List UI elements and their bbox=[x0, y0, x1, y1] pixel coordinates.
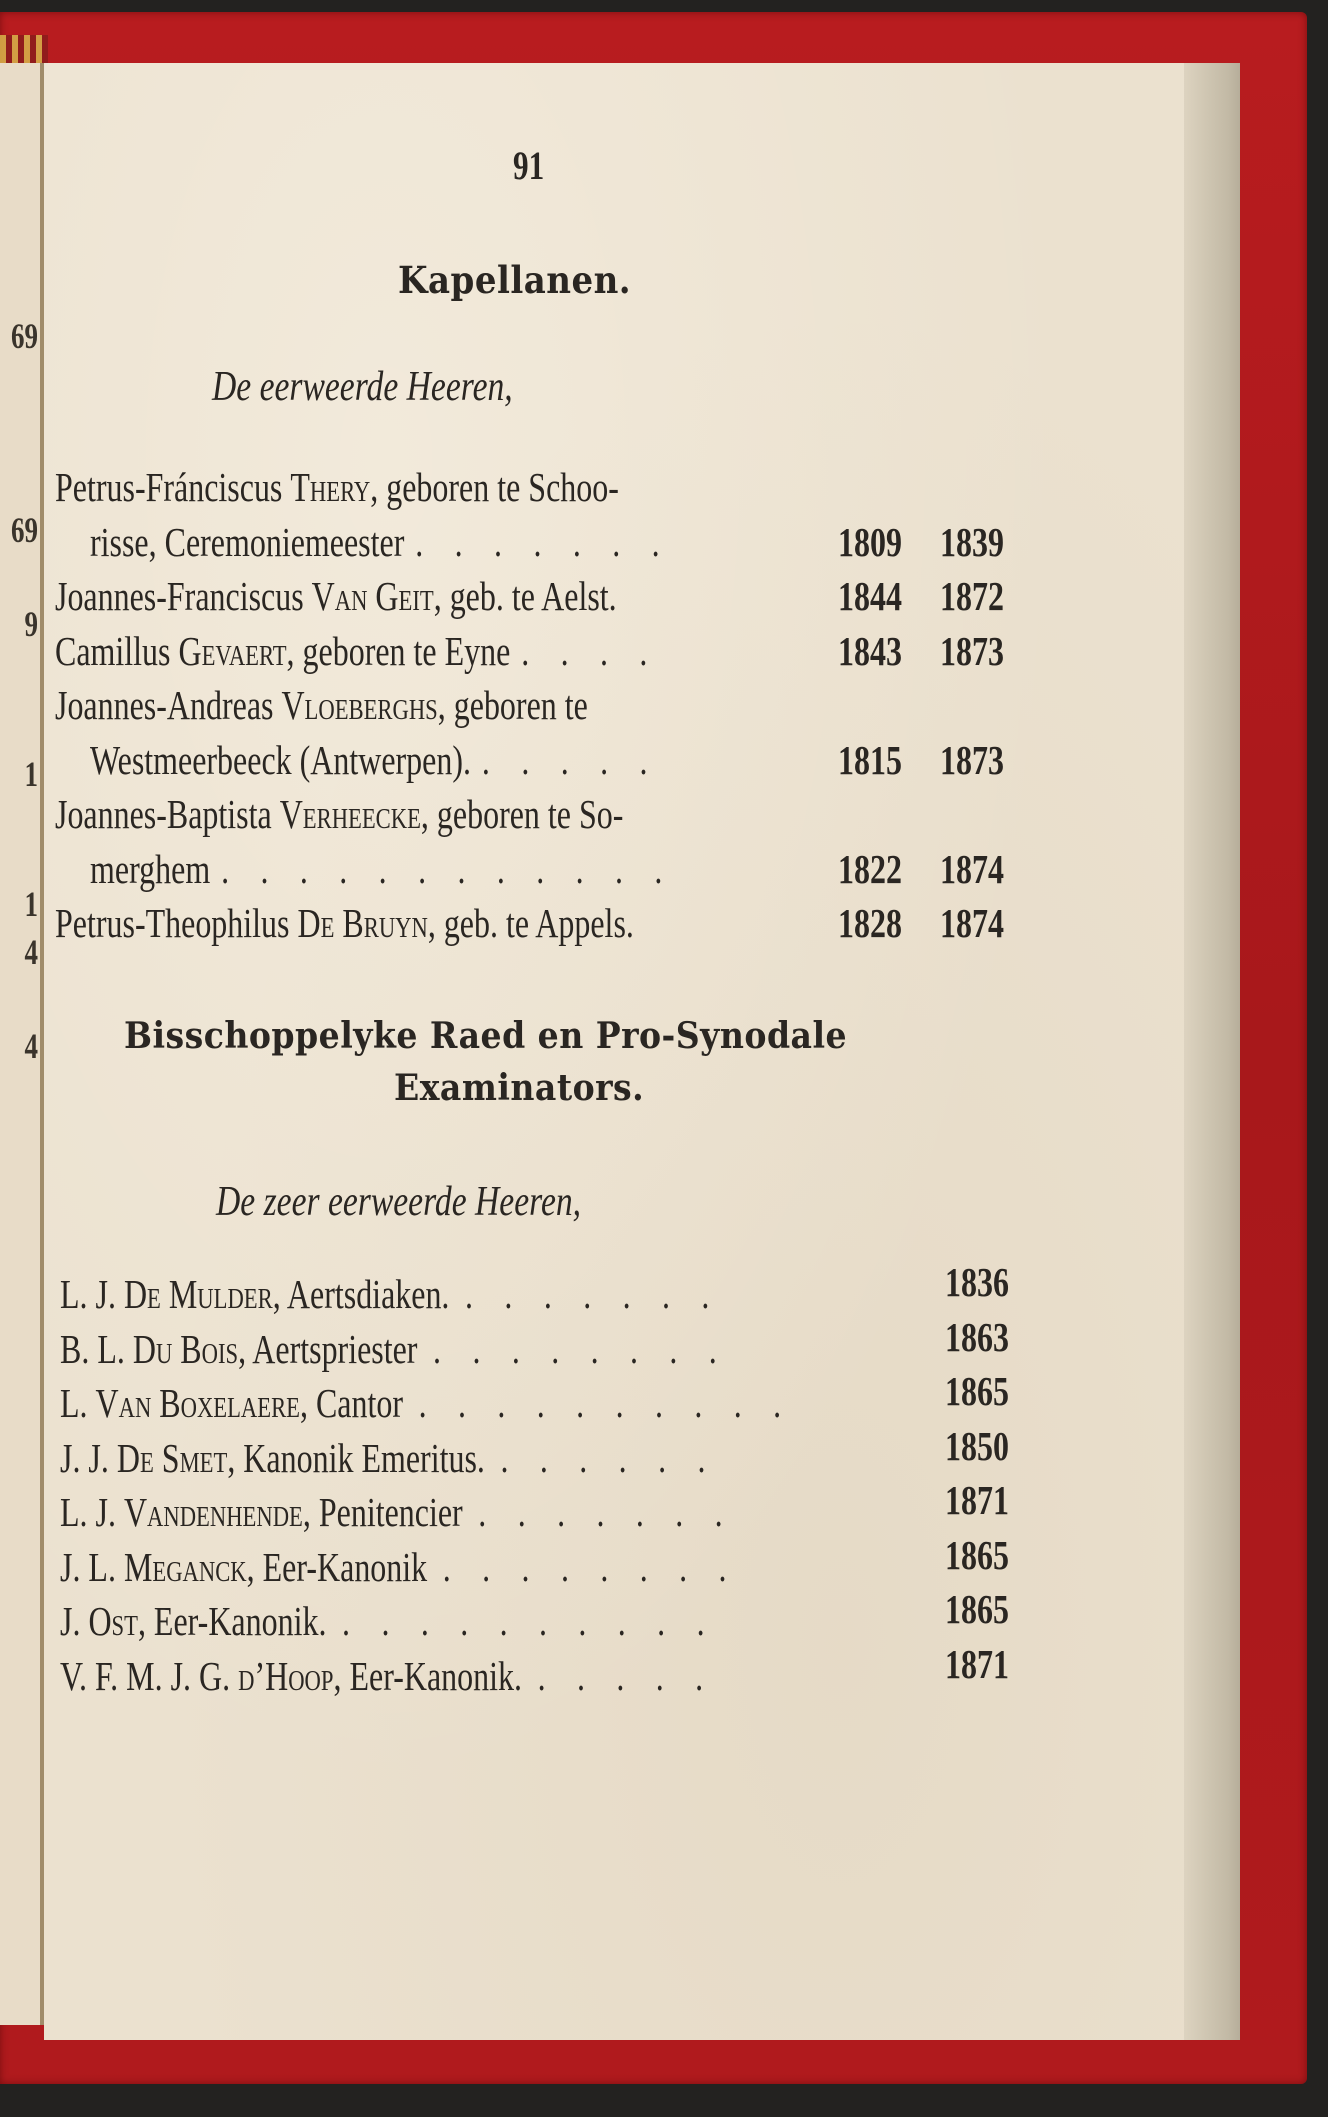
leader-dots: . . . . . . . bbox=[415, 518, 672, 565]
initials: L. J. bbox=[60, 1489, 124, 1535]
given-name: Joannes-Andreas bbox=[55, 682, 282, 728]
previous-page-edge bbox=[0, 63, 44, 2025]
leader-dots: . . . . . . . . . . bbox=[418, 1380, 793, 1426]
birth-year bbox=[838, 572, 920, 620]
list-item bbox=[55, 790, 784, 838]
surname: Gevaert bbox=[178, 627, 287, 674]
list-item bbox=[55, 899, 797, 947]
entry-text bbox=[55, 627, 659, 675]
birth-year bbox=[838, 845, 920, 893]
entry-description: , geb. te Appels. bbox=[427, 900, 634, 946]
leader-dots: . . . . . . . . . . . . bbox=[221, 845, 675, 892]
previous-page-fragment: 1 bbox=[24, 884, 38, 924]
previous-page-fragment: 69 bbox=[11, 510, 38, 550]
surname: De Smet bbox=[116, 1434, 228, 1481]
appointment-year bbox=[940, 845, 1022, 893]
year-text: 1828 bbox=[838, 900, 902, 946]
appointment-year bbox=[945, 1585, 1027, 1633]
initials: B. L. bbox=[60, 1325, 133, 1372]
entry-text bbox=[60, 1543, 738, 1591]
appointment-year bbox=[940, 736, 1022, 784]
page-fore-edge bbox=[1184, 63, 1240, 2040]
appointment-year bbox=[945, 1313, 1027, 1361]
year-text: 1843 bbox=[838, 627, 902, 674]
entry-description: risse, Ceremoniemeester bbox=[90, 518, 405, 565]
entry-text bbox=[60, 1434, 717, 1482]
surname: Du Bois bbox=[132, 1325, 239, 1372]
initials: J. bbox=[60, 1598, 89, 1644]
initials: V. F. M. J. G. bbox=[60, 1652, 239, 1699]
initials: J. J. bbox=[60, 1434, 117, 1481]
list-item bbox=[60, 1488, 925, 1536]
entry-description: , geboren te So- bbox=[420, 791, 624, 837]
appointment-year bbox=[945, 1258, 1027, 1306]
list-item-continuation bbox=[90, 736, 820, 784]
entry-text bbox=[55, 681, 588, 729]
appointment-year bbox=[940, 899, 1022, 947]
given-name: Petrus-Theophilus bbox=[55, 900, 298, 946]
appointment-year bbox=[945, 1476, 1027, 1524]
year-text: 1865 bbox=[945, 1531, 1009, 1578]
role: , Kanonik Emeritus. bbox=[227, 1434, 485, 1481]
role: , Aertspriester bbox=[238, 1325, 418, 1372]
section-intro bbox=[216, 1178, 672, 1226]
leader-dots: . . . . . . . bbox=[465, 1271, 722, 1317]
list-item bbox=[60, 1270, 908, 1318]
section-title-text: Examinators. bbox=[394, 1067, 645, 1109]
year-text: 1809 bbox=[838, 518, 902, 565]
given-name: Joannes-Franciscus bbox=[55, 573, 312, 619]
year-text: 1865 bbox=[945, 1368, 1009, 1414]
appointment-year bbox=[945, 1531, 1027, 1579]
intro-text: De zeer eerweerde Heeren, bbox=[216, 1179, 582, 1225]
year-text: 1871 bbox=[945, 1640, 1009, 1687]
entry-text bbox=[90, 845, 674, 893]
previous-page-fragment: 4 bbox=[24, 932, 38, 972]
entry-text bbox=[90, 518, 671, 566]
page-number-text: 91 bbox=[513, 143, 545, 188]
birth-year bbox=[838, 627, 920, 675]
previous-page-fragment: 1 bbox=[24, 754, 38, 794]
year-text: 1874 bbox=[940, 900, 1004, 946]
year-text: 1815 bbox=[838, 736, 902, 783]
appointment-year bbox=[940, 627, 1022, 675]
section-title-text: Kapellanen. bbox=[398, 258, 632, 302]
appointment-year bbox=[945, 1640, 1027, 1688]
entry-text bbox=[60, 1652, 715, 1700]
list-item bbox=[55, 463, 778, 511]
page-number bbox=[513, 142, 553, 189]
leader-dots: . . . . . . . . . . bbox=[342, 1598, 717, 1644]
role: , Aertsdiaken. bbox=[272, 1271, 450, 1317]
list-item-continuation bbox=[90, 845, 839, 893]
year-text: 1839 bbox=[940, 518, 1004, 565]
year-text: 1871 bbox=[945, 1477, 1009, 1523]
entry-text bbox=[60, 1488, 734, 1536]
year-text: 1873 bbox=[940, 627, 1004, 674]
leader-dots: . . . . . . . . bbox=[433, 1325, 729, 1372]
list-item bbox=[60, 1434, 903, 1482]
surname: Meganck bbox=[123, 1543, 247, 1590]
given-name: Joannes-Baptista bbox=[55, 791, 280, 837]
section-title-text: Bisschoppelyke Raed en Pro-Synodale bbox=[124, 1015, 848, 1057]
surname: De Mulder bbox=[123, 1271, 273, 1317]
leader-dots: . . . . . . bbox=[500, 1434, 718, 1481]
entry-text bbox=[60, 1325, 728, 1373]
birth-year bbox=[838, 736, 920, 784]
entry-text bbox=[60, 1379, 793, 1427]
surname: d’Hoop bbox=[238, 1652, 334, 1699]
entry-text bbox=[55, 463, 619, 511]
year-text: 1844 bbox=[838, 573, 902, 619]
year-text: 1822 bbox=[838, 845, 902, 892]
list-item-continuation bbox=[90, 518, 835, 566]
role: , Cantor bbox=[299, 1380, 404, 1426]
given-name: Petrus-Fránciscus bbox=[55, 464, 291, 510]
entry-text bbox=[55, 899, 634, 947]
surname: Ost bbox=[88, 1598, 138, 1644]
role: , Eer-Kanonik. bbox=[333, 1652, 522, 1699]
role: , Penitencier bbox=[302, 1489, 463, 1535]
section-title-kapellanen bbox=[398, 258, 651, 302]
surname: Van Geit bbox=[311, 573, 434, 619]
list-item bbox=[55, 572, 775, 620]
given-name: Camillus bbox=[55, 627, 179, 674]
list-item bbox=[60, 1325, 917, 1373]
initials: J. L. bbox=[60, 1543, 124, 1590]
entry-description: , geb. te Aelst. bbox=[433, 573, 617, 619]
previous-page-fragment: 69 bbox=[11, 316, 38, 356]
appointment-year bbox=[945, 1367, 1027, 1415]
previous-page-fragment: 9 bbox=[24, 604, 38, 644]
gilt-spine-decoration bbox=[0, 35, 48, 63]
leader-dots: . . . . bbox=[521, 627, 660, 674]
year-text: 1873 bbox=[940, 736, 1004, 783]
appointment-year bbox=[940, 518, 1022, 566]
birth-year bbox=[838, 518, 920, 566]
entry-description: merghem bbox=[90, 845, 211, 892]
list-item bbox=[60, 1543, 929, 1591]
entry-text bbox=[55, 790, 623, 838]
year-text: 1863 bbox=[945, 1313, 1009, 1360]
surname: De Bruyn bbox=[297, 900, 428, 946]
entry-text bbox=[60, 1270, 721, 1318]
intro-text: De eerweerde Heeren, bbox=[212, 364, 513, 410]
section-intro bbox=[212, 363, 588, 411]
year-text: 1836 bbox=[945, 1259, 1009, 1305]
year-text: 1850 bbox=[945, 1422, 1009, 1469]
surname: Vloeberghs bbox=[281, 682, 438, 728]
appointment-year bbox=[940, 572, 1022, 620]
section-title-council-line2 bbox=[394, 1067, 666, 1109]
birth-year bbox=[838, 899, 920, 947]
surname: Vandenhende bbox=[123, 1489, 303, 1535]
initials: L. J. bbox=[60, 1271, 124, 1317]
previous-page-fragment: 4 bbox=[24, 1026, 38, 1066]
list-item bbox=[60, 1652, 900, 1700]
year-text: 1874 bbox=[940, 845, 1004, 892]
year-text: 1872 bbox=[940, 573, 1004, 619]
leader-dots: . . . . . bbox=[481, 736, 660, 783]
entry-description: , geboren te bbox=[437, 682, 588, 728]
role: , Eer-Kanonik bbox=[246, 1543, 428, 1590]
list-item bbox=[60, 1379, 1000, 1427]
surname: Verheecke bbox=[279, 791, 421, 837]
leader-dots: . . . . . . . bbox=[478, 1489, 735, 1535]
list-item bbox=[60, 1597, 901, 1645]
surname: Thery bbox=[290, 464, 371, 510]
section-title-council-line1 bbox=[124, 1015, 910, 1057]
list-item bbox=[55, 627, 829, 675]
entry-text bbox=[60, 1597, 716, 1645]
entry-description: , geboren te Eyne bbox=[286, 627, 511, 674]
surname: Van Boxelaere bbox=[95, 1380, 300, 1426]
leader-dots: . . . . . . . . bbox=[442, 1543, 739, 1590]
entry-description: Westmeerbeeck (Antwerpen). bbox=[90, 736, 472, 783]
entry-text bbox=[55, 572, 617, 620]
leader-dots: . . . . . bbox=[537, 1652, 715, 1699]
year-text: 1865 bbox=[945, 1586, 1009, 1632]
initials: L. bbox=[60, 1380, 96, 1426]
entry-description: , geboren te Schoo- bbox=[370, 464, 619, 510]
role: , Eer-Kanonik. bbox=[137, 1598, 327, 1644]
entry-text bbox=[90, 736, 659, 784]
appointment-year bbox=[945, 1422, 1027, 1470]
list-item bbox=[55, 681, 738, 729]
